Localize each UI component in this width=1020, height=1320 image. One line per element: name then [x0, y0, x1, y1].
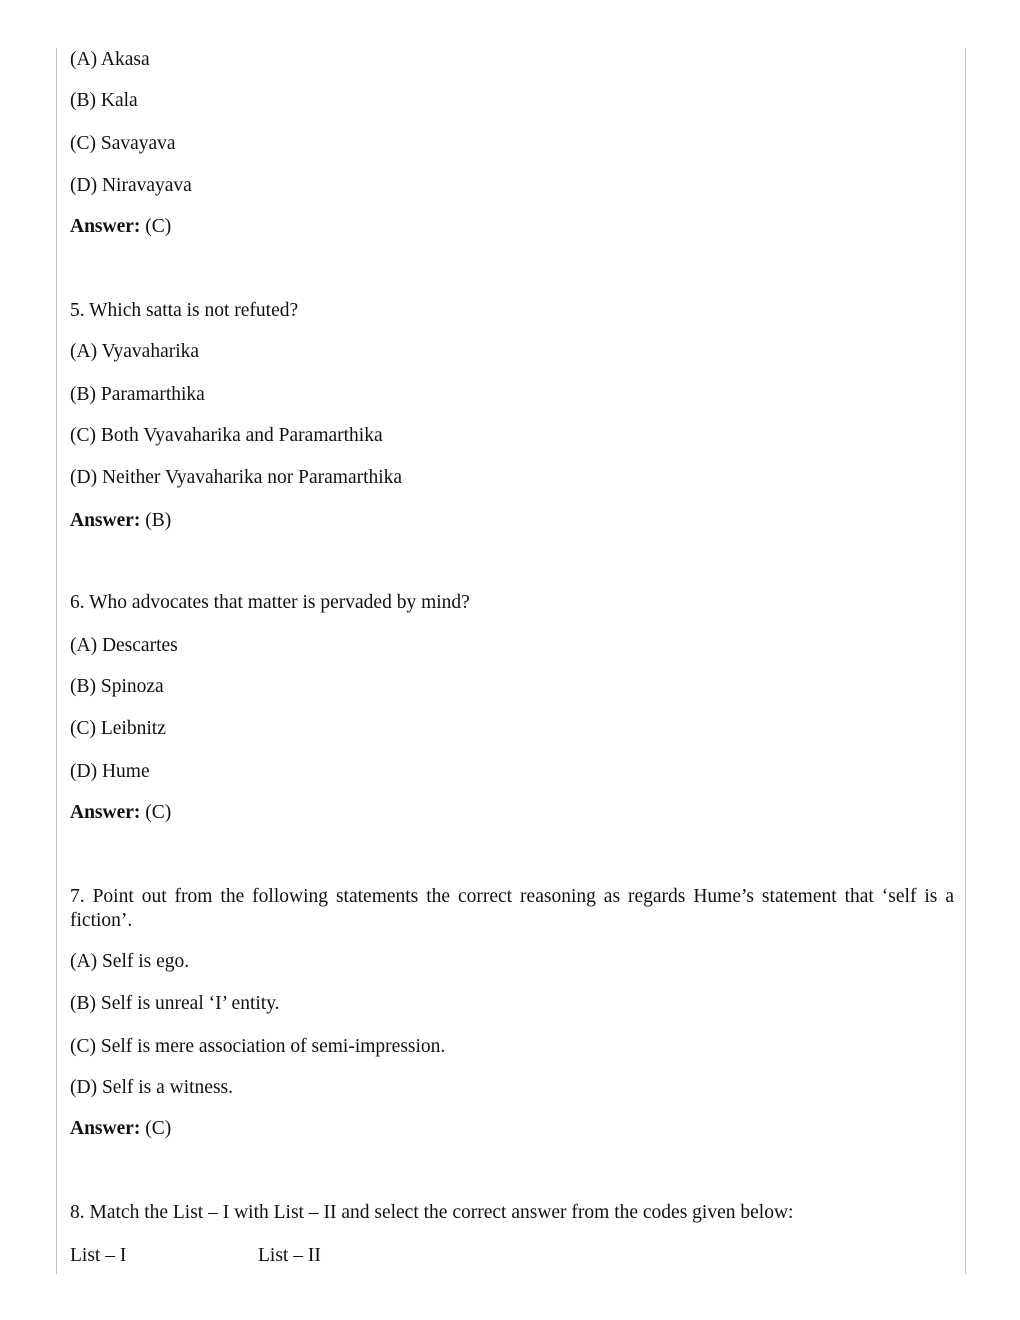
q4-option-b: (B) Kala [70, 90, 138, 111]
q6-answer-label: Answer: [70, 802, 141, 823]
q6-option-b: (B) Spinoza [70, 676, 164, 697]
q6-option-a: (A) Descartes [70, 635, 178, 656]
q7-option-c: (C) Self is mere association of semi-impression. [70, 1036, 446, 1057]
q8-question: 8. Match the List – I with List – II and select the correct answer from the codes given below: [70, 1202, 794, 1223]
list-2-header: List – II [258, 1245, 321, 1266]
q4-answer [70, 215, 171, 239]
right-margin-rule [965, 48, 966, 1274]
q5-answer-value: (B) [145, 510, 172, 531]
q7-answer [70, 1117, 171, 1141]
q7-answer-value: (C) [145, 1118, 172, 1139]
q4-answer-label: Answer: [70, 216, 141, 237]
q6-option-c: (C) Leibnitz [70, 718, 166, 739]
q6-answer [70, 801, 171, 825]
q7-question: 7. Point out from the following statements the correct reasoning as regards Hume’s statement that ‘self is a fiction’. [70, 886, 954, 931]
q7-option-b: (B) Self is unreal ‘I’ entity. [70, 993, 280, 1014]
q5-answer-label: Answer: [70, 510, 141, 531]
q5-option-d: (D) Neither Vyavaharika nor Paramarthika [70, 467, 403, 488]
q7-option-d: (D) Self is a witness. [70, 1077, 234, 1098]
q7-answer-label: Answer: [70, 1118, 141, 1139]
q4-option-c: (C) Savayava [70, 133, 176, 154]
left-margin-rule [56, 48, 57, 1274]
q5-question: 5. Which satta is not refuted? [70, 300, 299, 321]
q5-option-c: (C) Both Vyavaharika and Paramarthika [70, 425, 383, 446]
q7-option-a: (A) Self is ego. [70, 951, 190, 972]
q6-option-d: (D) Hume [70, 761, 150, 782]
q4-answer-value: (C) [145, 216, 172, 237]
q4-option-d: (D) Niravayava [70, 175, 192, 196]
list-1-header: List – I [70, 1245, 127, 1266]
q5-option-a: (A) Vyavaharika [70, 341, 200, 362]
q4-option-a: (A) Akasa [70, 49, 150, 70]
q5-option-b: (B) Paramarthika [70, 384, 205, 405]
q5-answer [70, 509, 171, 533]
q6-question: 6. Who advocates that matter is pervaded by mind? [70, 592, 470, 613]
q6-answer-value: (C) [145, 802, 172, 823]
